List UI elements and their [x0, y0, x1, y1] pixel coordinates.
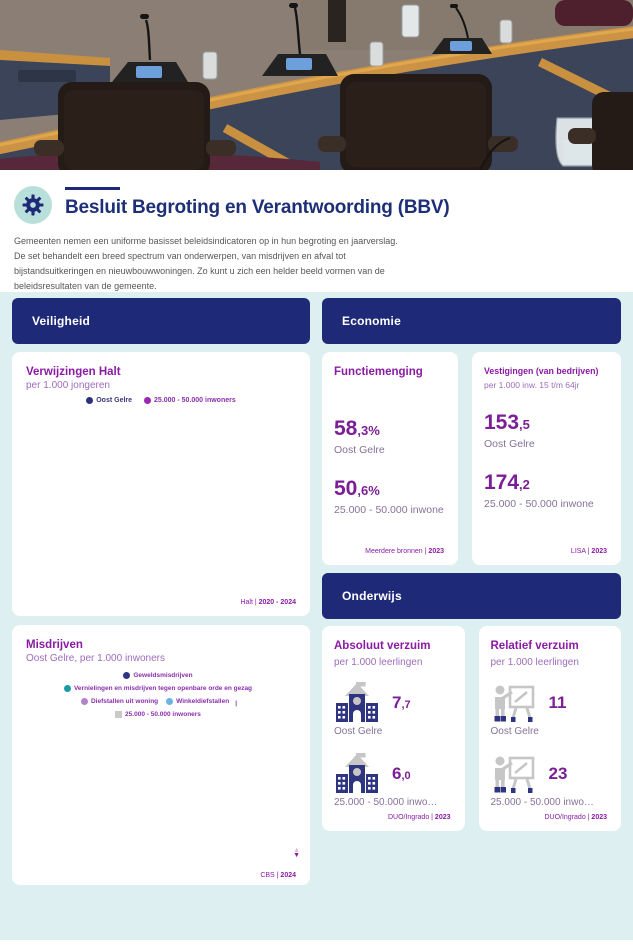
section-label: Economie — [342, 314, 401, 328]
kpi-value-fraction: ,2 — [519, 477, 530, 492]
kpi-value: 7 — [392, 692, 402, 712]
kpi-label: 25.000 - 50.000 inwone — [334, 504, 444, 516]
legend-item: 25.000 - 50.000 inwoners — [115, 709, 201, 720]
halt-line-chart-card — [12, 352, 310, 616]
council-chamber-photo — [0, 0, 633, 170]
kpi-row — [491, 753, 610, 808]
kpi-title: Absoluut verzuim — [334, 640, 431, 652]
kpi-row — [334, 478, 446, 516]
trend-arrows — [293, 848, 300, 859]
line-chart-legend — [26, 397, 296, 404]
legend-item: Vernielingen en misdrijven tegen openbare orde en gezag — [64, 683, 252, 694]
presenter-icon — [491, 682, 537, 724]
source-halt: Halt | 2020 - 2024 — [240, 599, 296, 606]
kpi-title: Vestigingen (van bedrijven) — [484, 366, 599, 376]
kpi-label: Oost Gelre — [334, 444, 385, 456]
legend-item — [144, 397, 236, 404]
legend-separator: | — [235, 700, 238, 708]
legend-dot-inwoners — [144, 397, 151, 404]
page-title: Besluit Begroting en Verantwoording (BBV) — [65, 197, 450, 218]
kpi-value: 58 — [334, 417, 358, 440]
arrow-up-icon: ▲ — [293, 846, 300, 854]
kpi-value: 23 — [548, 763, 568, 783]
column-economie-onderwijs — [322, 298, 621, 940]
page-header — [0, 170, 633, 292]
kpi-value: 6 — [392, 763, 402, 783]
kpi-row — [334, 753, 453, 808]
legend-item: Geweldsmisdrijven — [123, 670, 192, 681]
legend-dot — [123, 672, 130, 679]
chart-title: Verwijzingen Halt — [26, 366, 121, 378]
kpi-value: 50 — [334, 477, 358, 500]
arrow-down-icon: ▼ — [293, 852, 300, 860]
kpi-row — [484, 412, 609, 450]
legend-label: 25.000 - 50.000 inwoners — [154, 397, 236, 404]
source-duo-ingrado: DUO/Ingrado | 2023 — [387, 814, 451, 821]
legend-item — [86, 397, 132, 404]
column-veiligheid — [12, 298, 310, 940]
misdrijven-bar-chart-card — [12, 625, 310, 885]
kpi-subtitle: per 1.000 leerlingen — [490, 656, 579, 668]
legend-dot — [166, 698, 173, 705]
kpi-label: Oost Gelre — [490, 725, 539, 737]
kpi-value-fraction: ,6% — [357, 483, 380, 498]
presenter-icon — [491, 753, 537, 795]
relatief-verzuim-card — [479, 626, 622, 831]
section-label: Veiligheid — [32, 314, 91, 328]
kpi-label: 25.000 - 50.000 inwo… — [490, 796, 594, 808]
legend-item: Winkeldiefstallen — [166, 696, 229, 707]
kpi-value: 153 — [484, 411, 520, 434]
onderwijs-cards-row — [322, 626, 621, 831]
source-duo-ingrado: DUO/Ingrado | 2023 — [544, 814, 607, 821]
kpi-label: Oost Gelre — [334, 725, 383, 737]
bar-chart-legend — [26, 670, 296, 722]
gear-icon-glyph — [22, 194, 44, 216]
section-header-onderwijs — [322, 573, 621, 619]
kpi-row — [334, 418, 446, 456]
legend-dot — [81, 698, 88, 705]
kpi-label: Oost Gelre — [484, 438, 535, 450]
legend-dot-oost-gelre — [86, 397, 93, 404]
legend-item: Diefstallen uit woning — [81, 696, 158, 707]
section-header-veiligheid — [12, 298, 310, 344]
functiemenging-card — [322, 352, 458, 565]
legend-label: Oost Gelre — [96, 397, 133, 404]
vestigingen-card — [472, 352, 621, 565]
kpi-value-fraction: ,3% — [357, 423, 380, 438]
kpi-row — [484, 472, 609, 510]
kpi-value-fraction: ,7 — [401, 698, 411, 711]
section-label: Onderwijs — [342, 589, 402, 603]
kpi-value-fraction: ,5 — [519, 417, 530, 432]
kpi-row — [334, 682, 453, 737]
dashboard-content — [0, 292, 633, 940]
absoluut-verzuim-card — [322, 626, 465, 831]
source-cbs: CBS | 2024 — [260, 872, 296, 879]
chart-subtitle: Oost Gelre, per 1.000 inwoners — [26, 653, 165, 664]
kpi-title: Relatief verzuim — [490, 640, 579, 652]
school-icon — [334, 682, 380, 724]
kpi-value: 174 — [484, 471, 520, 494]
source-lisa: LISA | 2023 — [570, 548, 607, 555]
kpi-value-fraction: ,0 — [401, 769, 411, 782]
photo-illustration — [0, 0, 633, 170]
economie-cards-row — [322, 352, 621, 565]
kpi-row — [491, 682, 610, 737]
legend-square — [115, 711, 122, 718]
kpi-label: 25.000 - 50.000 inwone — [484, 498, 594, 510]
kpi-subtitle: per 1.000 inw. 15 t/m 64jr — [484, 379, 580, 390]
chart-title: Misdrijven — [26, 639, 83, 651]
kpi-subtitle: per 1.000 leerlingen — [334, 656, 423, 668]
section-header-economie — [322, 298, 621, 344]
page-description: Gemeenten nemen een uniforme basisset beleidsindicatoren op in hun begroting en jaarverslag. De set behandelt een breed spectrum van onderwerpen, van misdrijven en afval tot bijstandsuitkeringen en nieuwbouwwoningen. Zo kunt u zich een helder beeld vormen van de beleidsresultaten van de gemeente. — [14, 236, 398, 291]
gear-icon — [14, 186, 52, 224]
source-meerdere-bronnen: Meerdere bronnen | 2023 — [365, 548, 444, 555]
kpi-title: Functiemenging — [334, 366, 423, 378]
school-icon — [334, 753, 380, 795]
kpi-value: 11 — [548, 692, 567, 712]
title-accent-rule — [65, 187, 120, 190]
legend-dot — [64, 685, 71, 692]
kpi-label: 25.000 - 50.000 inwo… — [334, 796, 438, 808]
chart-subtitle: per 1.000 jongeren — [26, 380, 110, 391]
